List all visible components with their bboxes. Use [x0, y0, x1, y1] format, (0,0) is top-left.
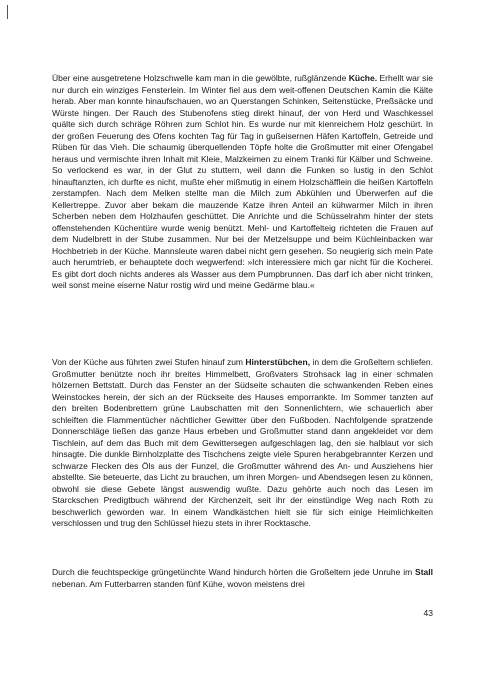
bold-keyword: Stall — [415, 567, 433, 577]
page-number: 43 — [423, 608, 433, 618]
bold-keyword: Hinterstübchen, — [245, 357, 311, 367]
paragraph-hinterstuebchen — [52, 357, 433, 530]
paragraph-stall — [52, 567, 433, 590]
bold-keyword: Küche. — [348, 73, 378, 83]
text-run: nebenan. Am Futterbarren standen fünf Kühe, wovon meistens drei — [52, 578, 305, 589]
corner-mark — [7, 5, 8, 19]
text-run: Von der Küche aus führten zwei Stufen hinauf zum — [52, 357, 246, 367]
paragraph-kueche — [52, 73, 433, 292]
text-run: Erhellt war sie nur durch ein winziges Fensterlein. Im Winter fiel aus dem weit-offenen Deutschen Kamin die Kälte herab. Aber man konnte hinaufschauen, wo an Querstangen Schinken, Seitenstücke, Preßsäcke und Würste hingen. Der Rauch des Stubenofens stieg direkt hinauf, der von Herd und Waschkessel quälte sich durch schräge Röhren zum Schlot hin. Es wurde nur mit kienreichem Holz geschürt. In der großen Feuerung des Ofens kochten Tag für Tag in gußeisernen Häfen Kartoffeln, Getreide und Rüben für das Vieh. Die schaumig überquellenden Töpfe holte die Großmutter mit einer Ofengabel heraus und vermischte ihren Inhalt mit Kleie, Malzkeimen zu einem Tranki für Kälber und Schweine. So verlockend es war, in der Glut zu stuttern, weil dann die Funken so lustig in den Schlot hinauftanzten, ich durfte es nicht, mußte eher mißmutig in einem Holzschäfflein die heißen Kartoffeln zerstampfen. Nach dem Melken stellte man die Milch zum Abkühlen und Überwerfen auf die Kellertreppe. Zuvor aber bekam die mauzende Katze ihren Anteil an kühwarmer Milch in ihren Scherben neben dem Holzhaufen geschüttet. Die Anrichte und die Schüsselrahm hinter der stets offenstehenden Küchentüre wurde wenig benützt. Mehl- und Kartoffelteig richteten die Frauen auf dem Nudelbrett in der Stube zusammen. Nur bei der Metzelsuppe und beim Küchleinbacken war Hochbetrieb in der Küche. Mannsleute waren dabei nicht gern gesehen. So neugierig sich mein Pate auch herumtrieb, er behauptete doch wegwerfend: »Ich interessiere mich gar nicht für die Kocherei. Es gibt dort doch nichts anderes als Wasser aus dem Pumpbrunnen. Das darf ich aber nicht trinken, weil sonst meine eiserne Natur rostig wird und meine Gedärme blau.« — [52, 73, 433, 290]
text-run: Über eine ausgetretene Holzschwelle kam man in die gewölbte, rußglänzende — [52, 73, 349, 83]
text-run: in dem die Großeltern schliefen. Großmutter benützte noch ihr breites Himmelbett, Großvaters Strohsack lag in einer schmalen hölzernen Bettstatt. Durch das Fenster an der Südseite schauten die schwankenden Reben eines Weinstockes herein, der sich an der Rückseite des Hauses emporrankte. Im Sommer tanzten auf den breiten Bodenbrettern grüne Laubschatten mit den Sonnenlichtern, wie schauerlich aber schleiften die Flammentücher nächtlicher Gewitter über den Fußboden. Nachfolgende spratzende Donnerschläge ließen das ganze Haus erbeben und Großmutter stand dann angekleidet vor dem Tischlein, auf dem das Buch mit dem Gewittersegen aufgeschlagen lag, den sie halblaut vor sich hinsagte. Die dunkle Birnholzplatte des Tischchens zeigte viele Spuren herabgebrannter Kerzen und schwarze Flecken des Öls aus der Funzel, die Großmutter während des An- und Ausziehens hier abstellte. Sie beteuerte, das Licht zu brauchen, um ihren Morgen- und Abendsegen lesen zu können, obwohl sie diese Gebete längst auswendig wußte. Dazu gehörte auch noch das Lesen im Starckschen Predigtbuch während der Kirchenzeit, seit ihr der einstündige Weg nach Roth zu beschwerlich geworden war. In einem Wandkästchen hielt sie für sich einige Heimlichkeiten verschlossen und trug den Schlüssel hiezu stets in ihrer Rocktasche. — [52, 357, 433, 528]
text-run: Durch die feuchtspeckige grüngetünchte Wand hindurch hörten die Großeltern jede Unruhe im — [52, 567, 416, 577]
